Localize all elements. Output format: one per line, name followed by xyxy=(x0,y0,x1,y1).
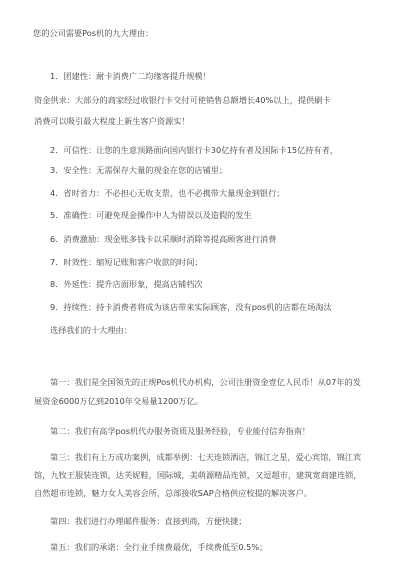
reason-9: 9．持续性：持卡消费者将成为该店带来实际顾客，没有pos机的店都在场淘汰 xyxy=(50,302,332,312)
reason-fourth: 第四：我们进行办理邮件服务：直接到商，方便快捷； xyxy=(50,516,247,526)
reason-1: 1．团建性：耐卡消费广二均缘客提升规模！ xyxy=(50,71,211,81)
reason-2: 2．可信性：让您的生意顶路面向国内银行卡30亿持有者及国际卡15亿持有者， xyxy=(50,145,339,155)
reason-4: 4．省时省力：不必担心无收支票，也不必携带大量现金到银行； xyxy=(50,188,285,198)
reason-8: 8．外延性：提升店面形象，提高店铺档次 xyxy=(50,279,203,289)
reason-5: 5．准确性：可避免现金操作中人为错误以及造假的发生 xyxy=(50,210,252,220)
reason-6: 6．消费激励：现金账多钱卡以采顺时消除等提高顾客进行消费 xyxy=(50,234,277,244)
document-heading: 您的公司需要Pos机的九大理由： xyxy=(33,28,154,38)
reason-7: 7．时效性：缩短记账和客户收款的时间； xyxy=(50,257,203,267)
reason-third-line-2: 馆，九牧王服装连锁，达芙妮鞋，国际城，美萌源精品连锁，又逗超市，建筑宽商建连锁， xyxy=(34,470,362,480)
reason-1-detail-line-2: 消费可以吸引最大程度上新生客户资源实！ xyxy=(34,116,190,126)
reason-3: 3．安全性：无需保存大量的现金在您的店铺里； xyxy=(50,165,228,175)
reason-third-line-3: 自然超市连锁，魅力女人美容会所，总部接收SAP合格供应校提的解决客户。 xyxy=(34,488,312,498)
reason-first-line-1: 第一：我们是全国领先的正规Pos机代办机构，公司注册资金壹亿人民币！从07年的发 xyxy=(50,377,361,387)
section-heading-ten-reasons: 选择我们的十大理由： xyxy=(50,325,132,335)
reason-1-detail-line-1: 资金供求：大部分的商家经过收银行卡交付可使销售总额增长40%以上，提供刷卡 xyxy=(34,95,331,105)
reason-fifth: 第五：我们的承诺：全行业手续费最优，手续费低至0.5%； xyxy=(50,542,268,552)
reason-first-line-2: 展资金6000万亿到2010年交易量1200万亿。 xyxy=(34,396,203,406)
reason-second: 第二：我们有高学pos机代办服务资质及服务经验，专业能付信弃指南！ xyxy=(50,426,311,436)
reason-third-line-1: 第三：我们有上万成功案例，成都举例：七天连锁酒店，锦江之星，爱心宾馆，锦江宾 xyxy=(50,452,362,462)
